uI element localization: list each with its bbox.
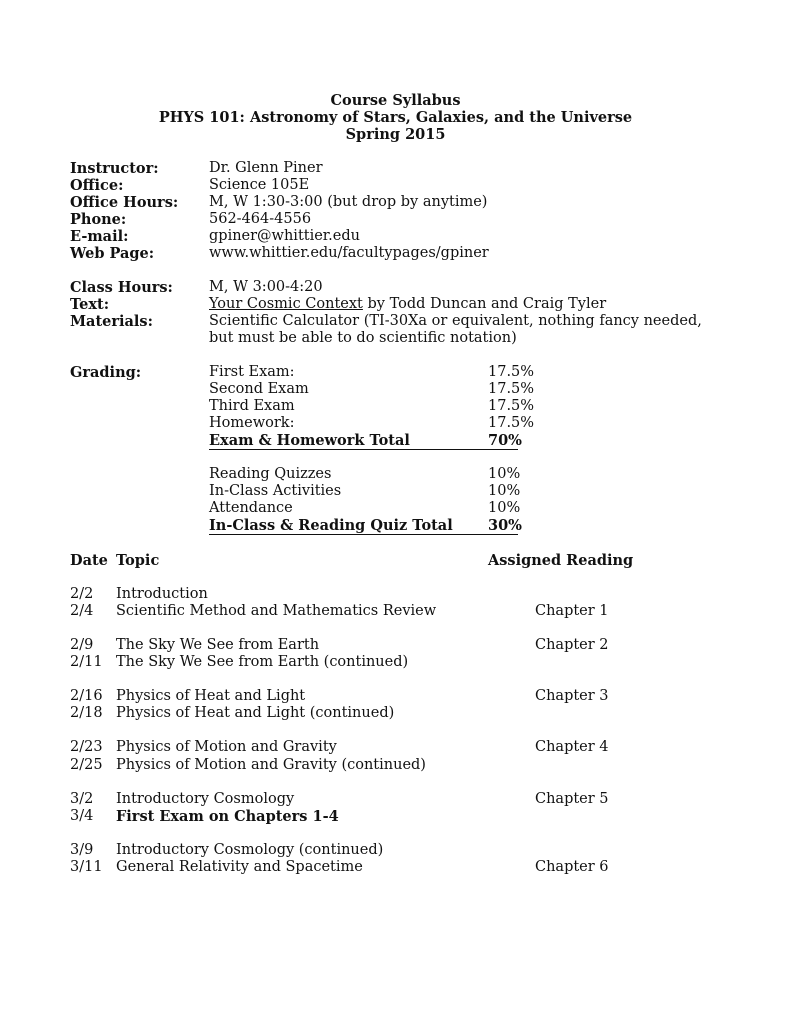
textbook-authors: by Todd Duncan and Craig Tyler <box>362 296 607 312</box>
grade-item: Second Exam <box>209 381 309 397</box>
class-hours-label: Class Hours: <box>70 279 173 296</box>
grade-item: Attendance <box>209 500 293 516</box>
row-reading: Chapter 6 <box>535 859 609 875</box>
grade-pct: 17.5% <box>488 398 535 414</box>
row-topic-exam: First Exam on Chapters 1-4 <box>116 808 339 825</box>
instructor-label: Instructor: <box>70 160 159 177</box>
doc-title: Course Syllabus <box>330 92 461 109</box>
row-topic: Physics of Heat and Light <box>116 688 306 704</box>
grade-pct: 17.5% <box>488 381 535 397</box>
row-date: 2/2 <box>70 586 94 602</box>
term: Spring 2015 <box>345 126 446 143</box>
grading-label: Grading: <box>70 364 142 381</box>
row-topic: Introductory Cosmology <box>116 791 295 807</box>
row-date: 3/4 <box>70 808 94 824</box>
grade-pct: 10% <box>488 466 521 482</box>
row-date: 2/9 <box>70 637 94 653</box>
row-reading: Chapter 2 <box>535 637 609 653</box>
web-page-value: www.whittier.edu/facultypages/gpiner <box>209 245 489 261</box>
grade-total-pct: 70% <box>488 432 522 449</box>
materials-label: Materials: <box>70 313 153 330</box>
row-topic: General Relativity and Spacetime <box>116 859 363 875</box>
row-reading: Chapter 4 <box>535 739 609 755</box>
row-topic: Physics of Motion and Gravity <box>116 739 337 755</box>
row-topic: Introduction <box>116 586 208 602</box>
grade-pct: 17.5% <box>488 364 535 380</box>
col-date: Date <box>70 552 108 569</box>
total-underline <box>209 449 518 450</box>
materials-line-1: Scientific Calculator (TI-30Xa or equivalent, nothing fancy needed, <box>209 313 702 329</box>
materials-line-2: but must be able to do scientific notation) <box>209 330 517 346</box>
grade-pct: 17.5% <box>488 415 535 431</box>
instructor-value: Dr. Glenn Piner <box>209 160 323 176</box>
phone-value: 562-464-4556 <box>209 211 312 227</box>
row-topic: Physics of Motion and Gravity (continued) <box>116 757 426 773</box>
row-topic: The Sky We See from Earth (continued) <box>116 654 409 670</box>
row-topic: The Sky We See from Earth <box>116 637 320 653</box>
grade-item: In-Class Activities <box>209 483 342 499</box>
email-value: gpiner@whittier.edu <box>209 228 360 244</box>
row-date: 2/4 <box>70 603 94 619</box>
email-label: E-mail: <box>70 228 129 245</box>
row-date: 3/11 <box>70 859 103 875</box>
row-topic: Physics of Heat and Light (continued) <box>116 705 395 721</box>
grade-item: Third Exam <box>209 398 295 414</box>
row-reading: Chapter 5 <box>535 791 609 807</box>
textbook-title: Your Cosmic Context <box>209 296 363 312</box>
class-hours-value: M, W 3:00-4:20 <box>209 279 323 295</box>
total-underline <box>209 534 518 535</box>
grade-pct: 10% <box>488 483 521 499</box>
grade-total-item: In-Class & Reading Quiz Total <box>209 517 453 534</box>
office-hours-label: Office Hours: <box>70 194 179 211</box>
row-date: 2/11 <box>70 654 103 670</box>
grade-item: Homework: <box>209 415 295 431</box>
row-topic: Scientific Method and Mathematics Review <box>116 603 437 619</box>
course-title: PHYS 101: Astronomy of Stars, Galaxies, and the Universe <box>158 109 633 126</box>
row-date: 2/18 <box>70 705 103 721</box>
grade-pct: 10% <box>488 500 521 516</box>
office-label: Office: <box>70 177 124 194</box>
text-value <box>209 296 606 313</box>
text-label: Text: <box>70 296 110 313</box>
phone-label: Phone: <box>70 211 127 228</box>
web-page-label: Web Page: <box>70 245 155 262</box>
row-date: 3/9 <box>70 842 94 858</box>
office-hours-value: M, W 1:30-3:00 (but drop by anytime) <box>209 194 488 210</box>
grade-item: Reading Quizzes <box>209 466 332 482</box>
office-value: Science 105E <box>209 177 310 193</box>
row-date: 2/16 <box>70 688 103 704</box>
row-date: 2/23 <box>70 739 103 755</box>
row-date: 2/25 <box>70 757 103 773</box>
grade-total-item: Exam & Homework Total <box>209 432 410 449</box>
col-reading: Assigned Reading <box>488 552 634 569</box>
row-date: 3/2 <box>70 791 94 807</box>
grade-item: First Exam: <box>209 364 295 380</box>
row-topic: Introductory Cosmology (continued) <box>116 842 384 858</box>
col-topic: Topic <box>116 552 160 569</box>
row-reading: Chapter 1 <box>535 603 609 619</box>
grade-total-pct: 30% <box>488 517 522 534</box>
row-reading: Chapter 3 <box>535 688 609 704</box>
